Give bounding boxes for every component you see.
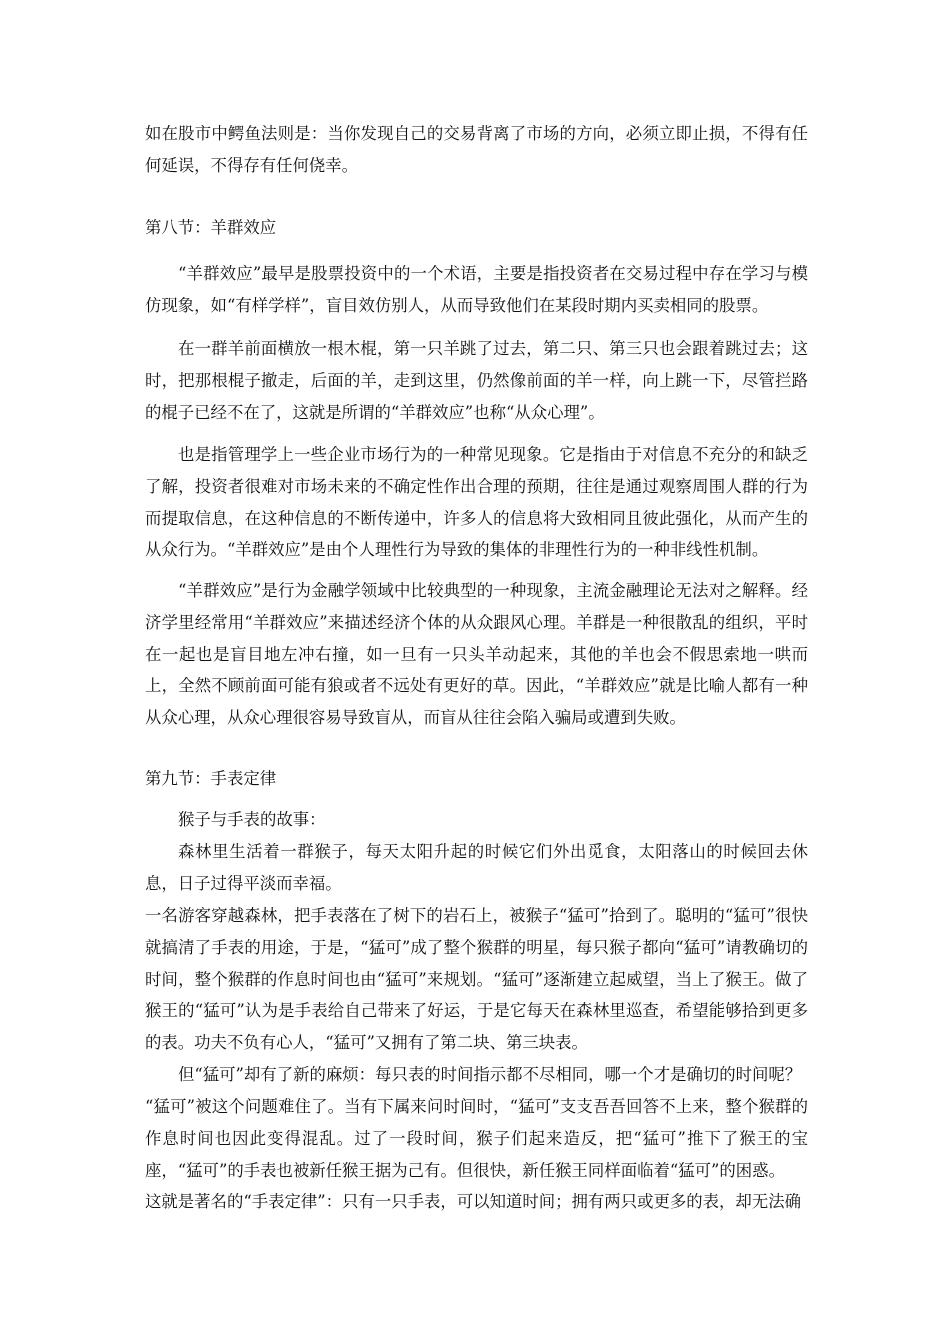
paragraph-herd-effect-definition: “羊群效应”最早是股票投资中的一个术语，主要是指投资者在交易过程中存在学习与模仿现象，如“有样学样”，盲目效仿别人，从而导致他们在某段时期内买卖相同的股票。 [145,264,808,315]
paragraph-herd-effect-finance: “羊群效应”是行为金融学领域中比较典型的一种现象，主流金融理论无法对之解释。经济学里经常用“羊群效应”来描述经济个体的从众跟风心理。羊群是一种很散乱的组织，平时在一起也是盲目地左冲右撞，如一旦有一只头羊动起来，其他的羊也会不假思索地一哄而上，全然不顾前面可能有狼或者不远处有更好的草。因此，“羊群效应”就是比喻人都有一种从众心理，从众心理很容易导致盲从，而盲从往往会陷入骗局或遭到失败。 [145,581,808,728]
paragraph-watch-law: 这就是著名的“手表定律”：只有一只手表，可以知道时间；拥有两只或更多的表，却无法确 [145,1192,801,1211]
paragraph-crocodile-rule: 如在股市中鳄鱼法则是：当你发现自己的交易背离了市场的方向，必须立即止损，不得有任何延误，不得存有任何侥幸。 [145,124,808,175]
paragraph-monkey-watch: 一名游客穿越森林，把手表落在了树下的岩石上，被猴子“猛可”拾到了。聪明的“猛可”很快就搞清了手表的用途，于是，“猛可”成了整个猴群的明星，每只猴子都向“猛可”请教确切的时间，整个猴群的作息时间也由“猛可”来规划。“猛可”逐渐建立起威望，当上了猴王。做了猴王的“猛可”认为是手表给自己带来了好运，于是它每天在森林里巡查，希望能够拾到更多的表。功夫不负有心人，“猛可”又拥有了第二块、第三块表。 [145,906,808,1053]
section-heading-8: 第八节：羊群效应 [145,218,277,237]
paragraph-monkey-forest: 森林里生活着一群猴子，每天太阳升起的时候它们外出觅食，太阳落山的时候回去休息，日子过得平淡而幸福。 [145,842,808,893]
paragraph-monkey-confusion: “猛可”被这个问题难住了。当有下属来问时间时，“猛可”支支吾吾回答不上来，整个猴群的作息时间也因此变得混乱。过了一段时间，猴子们起来造反，把“猛可”推下了猴王的宝座，“猛可”的手表也被新任猴王据为己有。但很快，新任猴王同样面临着“猛可”的困惑。 [145,1097,808,1180]
paragraph-monkey-trouble: 但“猛可”却有了新的麻烦：每只表的时间指示都不尽相同，哪一个才是确切的时间呢？ [178,1065,802,1084]
paragraph-herd-effect-management: 也是指管理学上一些企业市场行为的一种常见现象。它是指由于对信息不充分的和缺乏了解，投资者很难对市场未来的不确定性作出合理的预期，往往是通过观察周围人群的行为而提取信息，在这种信息的不断传递中，许多人的信息将大致相同且彼此强化，从而产生的从众行为。“羊群效应”是由个人理性行为导致的集体的非理性行为的一种非线性机制。 [145,445,808,560]
section-heading-9: 第九节：手表定律 [145,769,277,788]
paragraph-monkey-title: 猴子与手表的故事： [178,810,326,829]
paragraph-herd-effect-story: 在一群羊前面横放一根木棍，第一只羊跳了过去，第二只、第三只也会跟着跳过去；这时，把那根棍子撤走，后面的羊，走到这里，仍然像前面的羊一样，向上跳一下，尽管拦路的棍子已经不在了，这就是所谓的“羊群效应”也称“从众心理”。 [145,339,808,422]
